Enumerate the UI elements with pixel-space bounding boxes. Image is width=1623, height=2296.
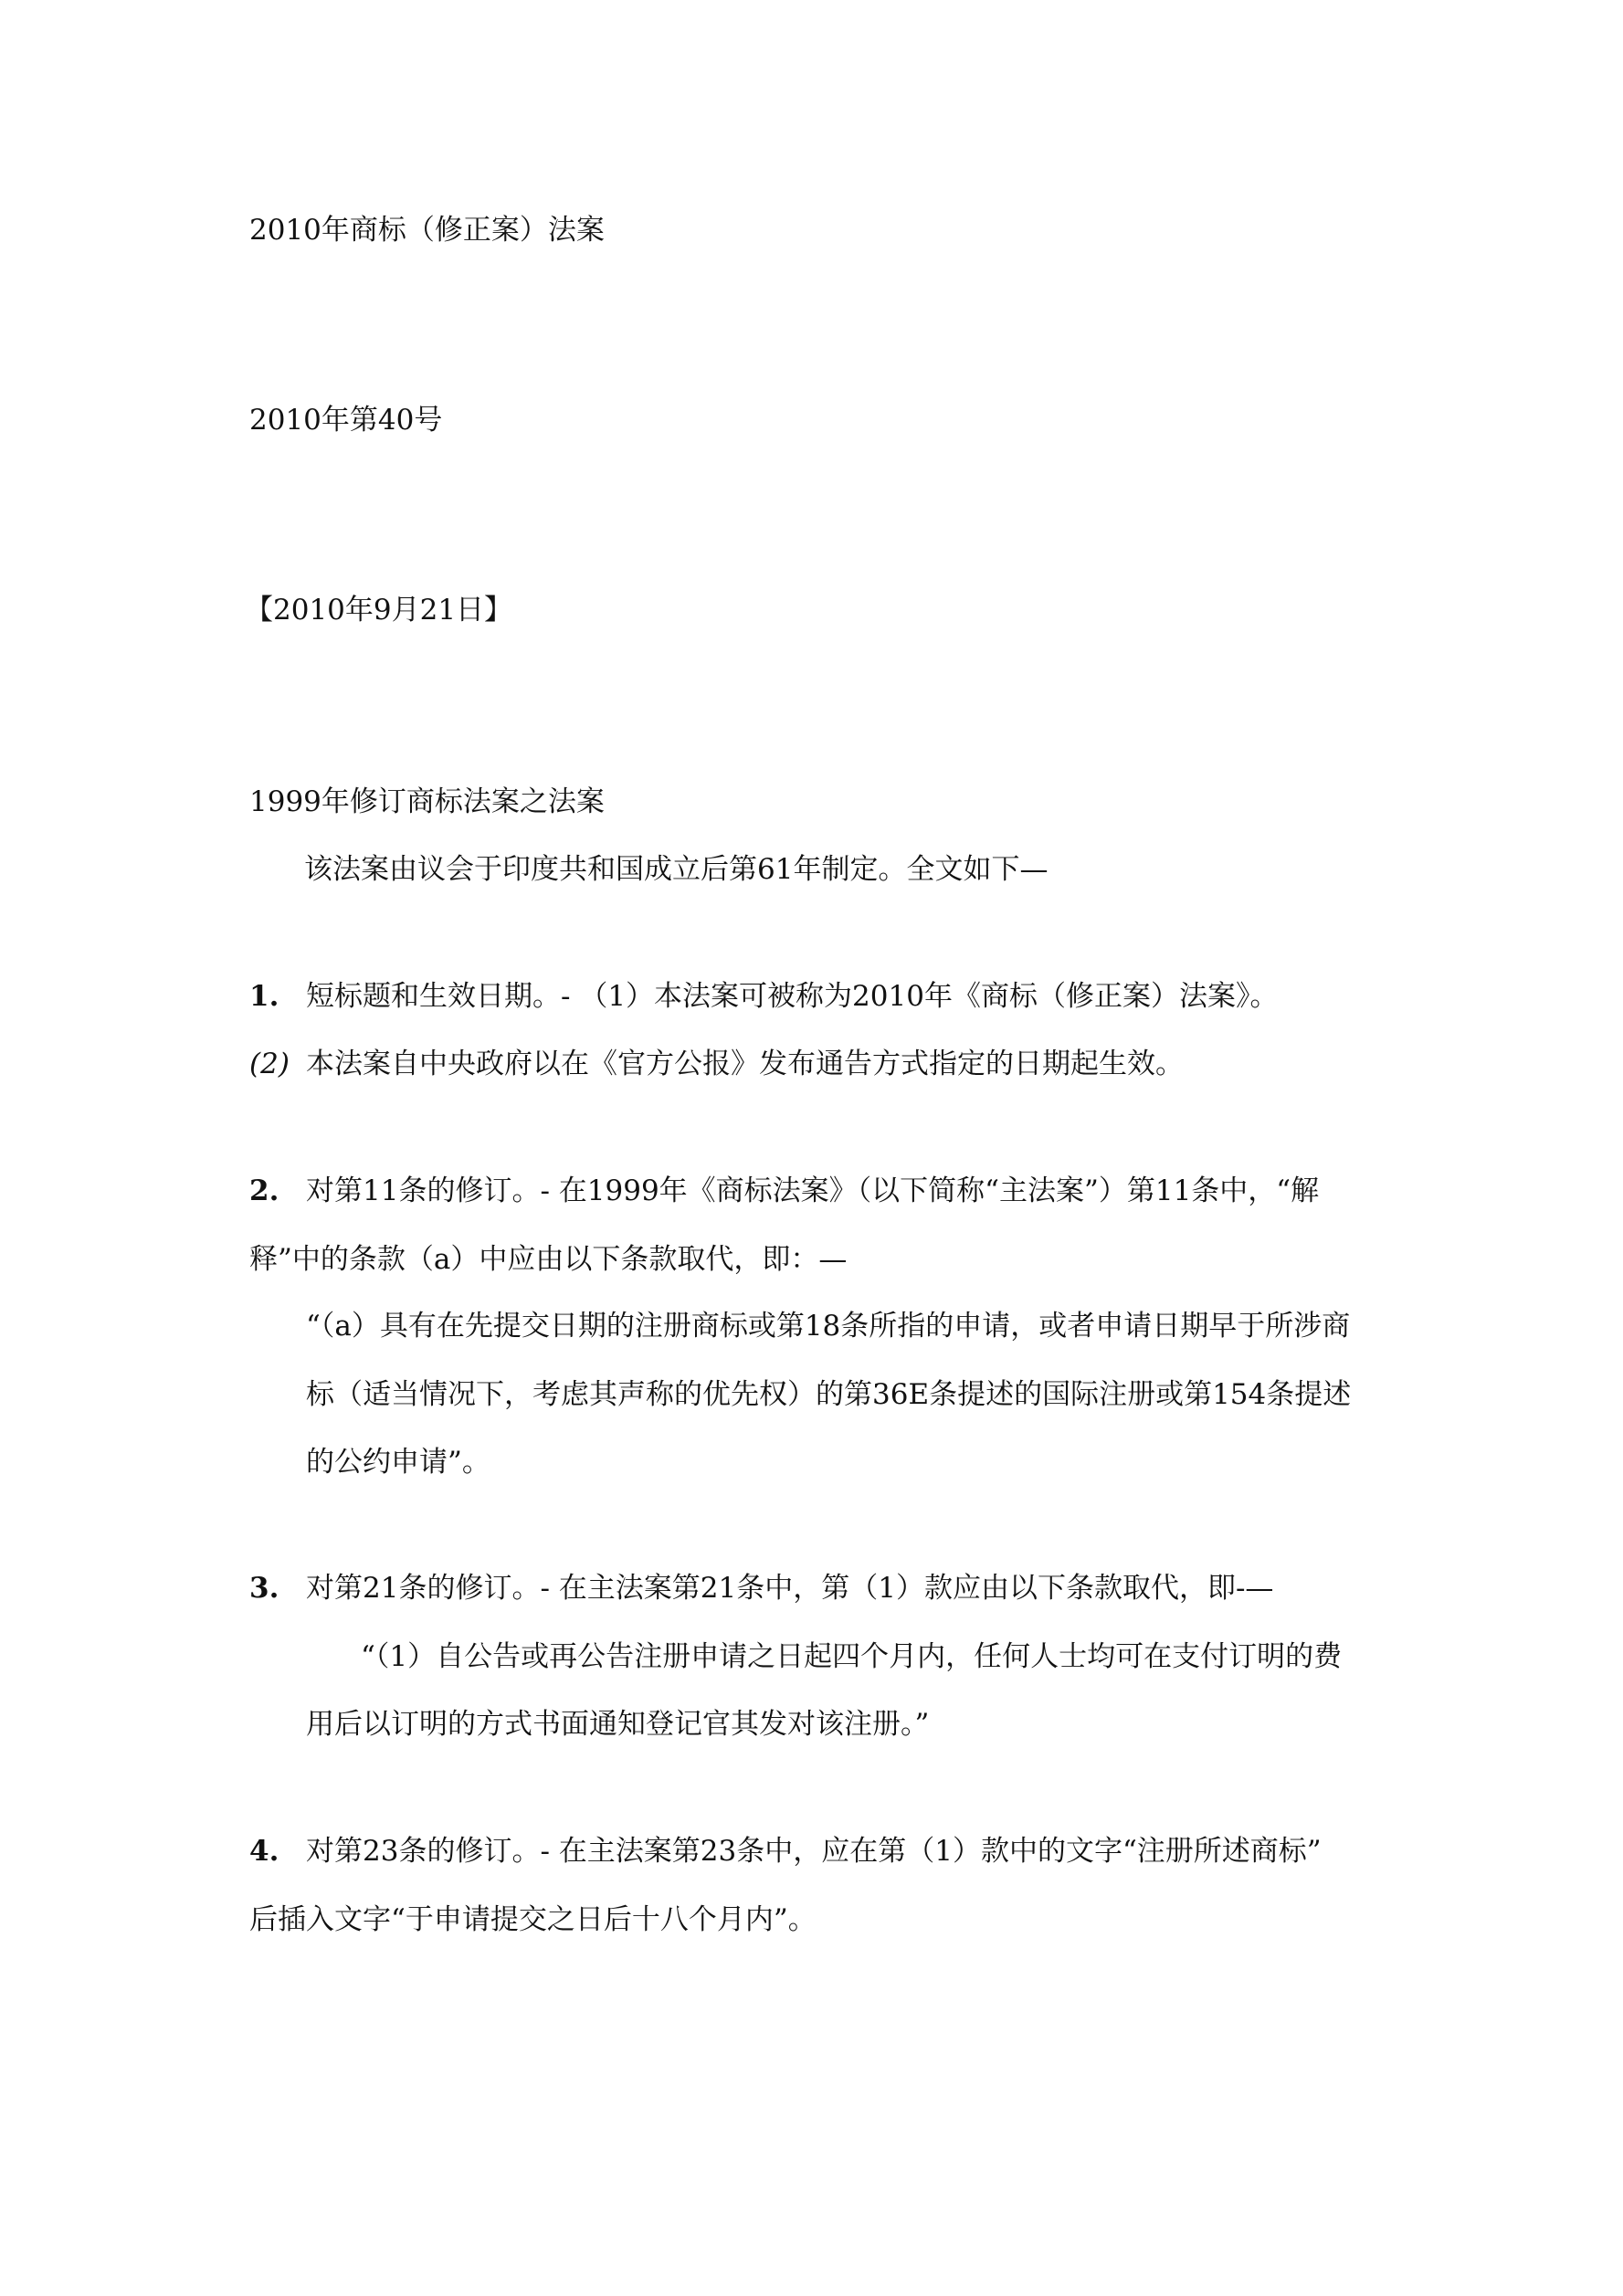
section-text: 短标题和生效日期。- （1）本法案可被称为2010年《商标（修正案）法案》。 [306, 980, 1279, 1013]
section-3 [249, 1570, 1273, 1606]
section-text: 对第23条的修订。- 在主法案第23条中，应在第（1）款中的文字“注册所述商标” [306, 1835, 1322, 1868]
section-text: 对第21条的修订。- 在主法案第21条中，第（1）款应由以下条款取代，即-— [306, 1572, 1274, 1605]
section-number: 2. [249, 1174, 279, 1207]
document-title: 2010年商标（修正案）法案 [249, 214, 605, 247]
section-number: 1. [249, 980, 279, 1013]
section-number: 4. [249, 1835, 279, 1868]
act-date: 【2010年9月21日】 [245, 594, 513, 627]
act-purpose: 1999年修订商标法案之法案 [249, 785, 605, 818]
section-2-line-2: 释”中的条款（a）中应由以下条款取代，即：— [249, 1243, 848, 1276]
act-number: 2010年第40号 [249, 404, 443, 437]
section-2 [249, 1173, 1319, 1209]
enactment-clause: 该法案由议会于印度共和国成立后第61年制定。全文如下— [304, 853, 1049, 886]
section-number: 3. [249, 1572, 279, 1605]
subsection-text: 本法案自中央政府以在《官方公报》发布通告方式指定的日期起生效。 [306, 1048, 1184, 1080]
section-2-quote-line-1: “（a）具有在先提交日期的注册商标或第18条所指的申请，或者申请日期早于所涉商 [306, 1310, 1351, 1343]
section-1 [249, 978, 1278, 1015]
section-3-quote-line-1: “（1）自公告或再公告注册申请之日起四个月内，任何人士均可在支付订明的费 [361, 1640, 1343, 1673]
section-1-subsection-2 [249, 1046, 1184, 1082]
section-4 [249, 1833, 1322, 1869]
section-4-line-2: 后插入文字“于申请提交之日后十八个月内”。 [249, 1903, 817, 1936]
section-2-quote-line-3: 的公约申请”。 [306, 1446, 490, 1479]
section-text: 对第11条的修订。- 在1999年《商标法案》（以下简称“主法案”）第11条中，“解 [306, 1174, 1320, 1207]
subsection-number: (2) [249, 1048, 290, 1080]
section-2-quote-line-2: 标（适当情况下，考虑其声称的优先权）的第36E条提述的国际注册或第154条提述 [306, 1378, 1352, 1411]
section-3-quote-line-2: 用后以订明的方式书面通知登记官其发对该注册。” [306, 1708, 930, 1741]
